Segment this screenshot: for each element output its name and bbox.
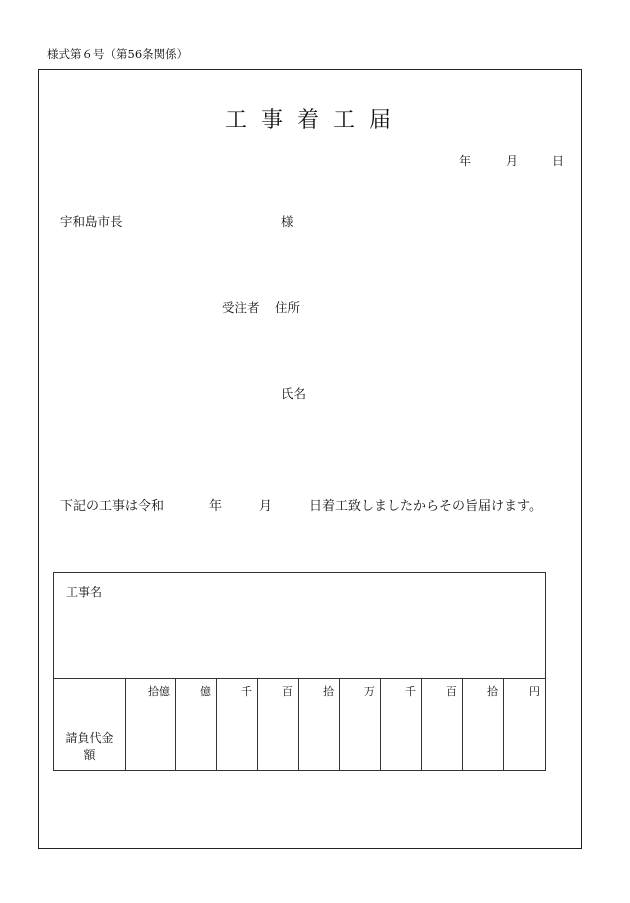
notice-month-label: 月 [259,499,273,514]
digit-cell[interactable]: 百 [258,679,299,771]
work-name-cell[interactable] [54,573,546,679]
digit-cell[interactable]: 拾 [463,679,504,771]
work-details-table [53,572,546,771]
digit-cell[interactable]: 百 [422,679,463,771]
honorific: 様 [281,214,294,229]
notice-prefix: 下記の工事は令和 [60,499,165,514]
contract-amount-label-line2: 額 [83,748,96,762]
digit-cell[interactable]: 円 [504,679,546,771]
name-label: 氏名 [281,386,307,401]
digit-cell[interactable]: 万 [340,679,381,771]
date-month-label: 月 [506,154,519,168]
address-label: 住所 [275,300,301,315]
digit-cell[interactable]: 拾 [299,679,340,771]
digit-cell[interactable]: 億 [176,679,217,771]
date-year-label: 年 [459,154,472,168]
work-name-row [54,573,546,679]
contract-amount-label [54,730,125,764]
contract-amount-label-line1: 請負代金 [65,731,114,745]
contract-amount-row [54,679,546,771]
addressee: 宇和島市長 [60,214,123,229]
form-number: 様式第６号（第56条関係） [47,47,189,61]
digit-cell[interactable]: 千 [217,679,258,771]
page-title: 工事着工届 [224,108,405,133]
notice-suffix: 日着工致しましたからその旨届けます。 [309,499,542,514]
contract-amount-label-cell [54,679,126,771]
notice-year-label: 年 [209,499,223,514]
digit-cell[interactable]: 拾億 [126,679,176,771]
digit-cell[interactable]: 千 [381,679,422,771]
date-day-label: 日 [552,154,565,168]
contractor-label: 受注者 [222,300,260,315]
work-name-label: 工事名 [66,585,103,599]
